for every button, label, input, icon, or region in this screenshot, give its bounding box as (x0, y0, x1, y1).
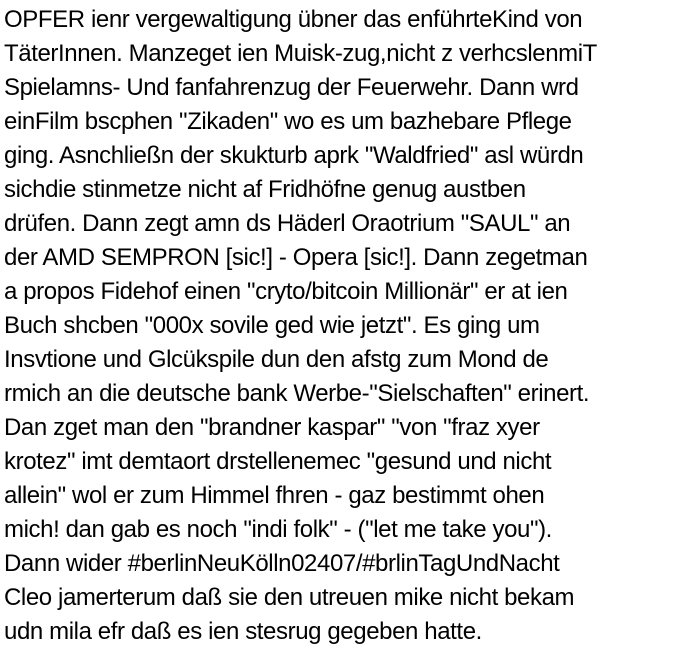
text-line: Cleo jamerterum daß sie den utreuen mike nicht bekam (4, 584, 575, 611)
text-line: drüfen. Dann zegt amn ds Häderl Oraotrium "SAUL" an (4, 210, 571, 237)
text-line: krotez" imt demtaort drstellenemec "gesund und nicht (4, 448, 552, 475)
text-line: einFilm bscphen "Zikaden" wo es um bazhebare Pflege (4, 108, 572, 135)
text-line: sichdie stinmetze nicht af Fridhöfne genug austben (4, 176, 526, 203)
text-line: Dan zget man den "brandner kaspar" "von "fraz xyer (4, 414, 540, 441)
text-line: udn mila efr daß es ien stesrug gegeben hatte. (4, 618, 482, 645)
text-line: ging. Asnchließn der skukturb aprk "Waldfried" asl würdn (4, 142, 584, 169)
text-line: mich! dan gab es noch "indi folk" - ("let me take you"). (4, 516, 552, 543)
text-line: Dann wider #berlinNeuKölln02407/#brlinTagUndNacht (4, 550, 560, 577)
text-line: Spielamns- Und fanfahrenzug der Feuerwehr. Dann wrd (4, 74, 579, 101)
text-line: Buch shcben "000x sovile ged wie jetzt". Es ging um (4, 312, 540, 339)
text-line: allein" wol er zum Himmel fhren - gaz bestimmt ohen (4, 482, 545, 509)
text-line: rmich an die deutsche bank Werbe-"Sielschaften" erinert. (4, 380, 590, 407)
text-line: OPFER ienr vergewaltigung übner das enführteKind von (4, 6, 583, 33)
text-line: a propos Fidehof einen "cryto/bitcoin Millionär" er at ien (4, 278, 568, 305)
text-line: Insvtione und Glcükspile dun den afstg zum Mond de (4, 346, 549, 373)
text-line: der AMD SEMPRON [sic!] - Opera [sic!]. Dann zegetman (4, 244, 588, 271)
text-line: TäterInnen. Manzeget ien Muisk-zug,nicht z verhcslenmiT (4, 40, 597, 67)
